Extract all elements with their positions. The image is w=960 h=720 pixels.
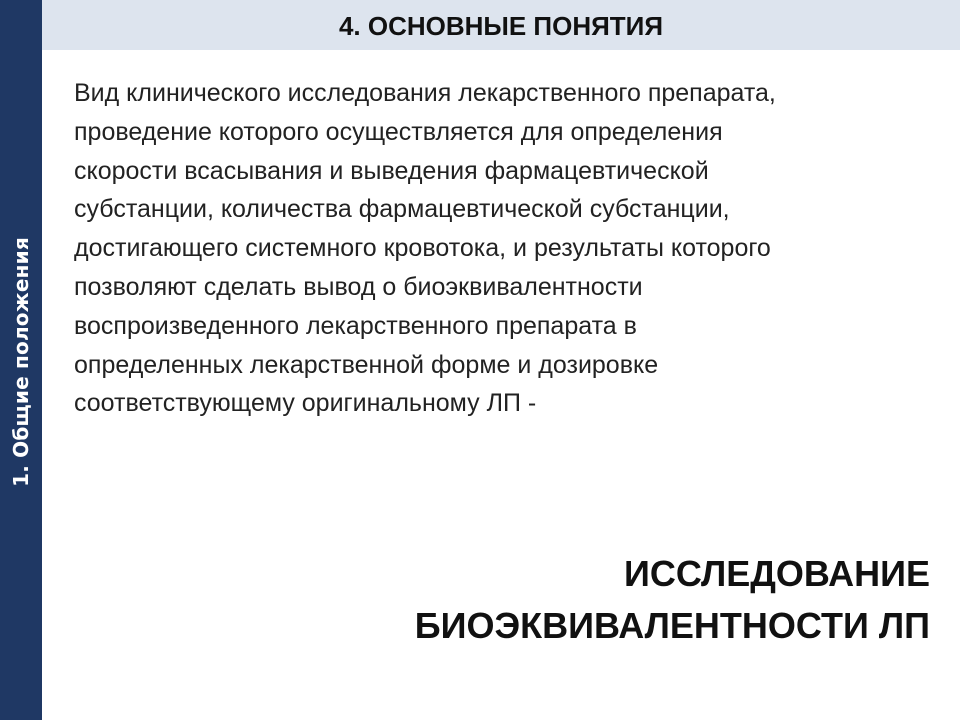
defined-term-line: ИССЛЕДОВАНИЕ bbox=[624, 553, 930, 594]
defined-term bbox=[415, 548, 930, 652]
definition-line: скорости всасывания и выведения фармацевтической bbox=[74, 156, 709, 185]
section-sidebar bbox=[0, 0, 42, 720]
defined-term-line: БИОЭКВИВАЛЕНТНОСТИ ЛП bbox=[414, 605, 930, 646]
definition-line: позволяют сделать вывод о биоэквивалентности bbox=[74, 272, 643, 301]
definition-line: достигающего системного кровотока, и результаты которого bbox=[74, 234, 771, 263]
definition-line: субстанции, количества фармацевтической субстанции, bbox=[74, 195, 730, 224]
definition-line: Вид клинического исследования лекарственного препарата, bbox=[74, 79, 776, 107]
definition-line: определенных лекарственной форме и дозировке bbox=[74, 350, 659, 379]
definition-line: соответствующему оригинальному ЛП - bbox=[74, 389, 537, 418]
definition-line: воспроизведенного лекарственного препарата в bbox=[74, 311, 637, 340]
section-label: 1. Общие положения bbox=[9, 237, 33, 487]
definition-line: проведение которого осуществляется для определения bbox=[74, 117, 723, 146]
definition-text bbox=[74, 74, 914, 423]
slide-title: 4. ОСНОВНЫЕ ПОНЯТИЯ bbox=[338, 11, 664, 41]
